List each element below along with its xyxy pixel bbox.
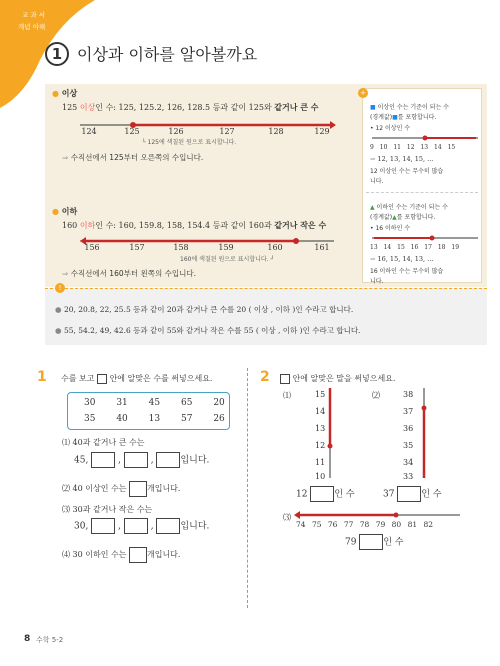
answer-line-3: 79 인 수: [345, 534, 404, 550]
plus-icon: +: [358, 88, 368, 98]
isang-note: ⇒ 수직선에서 125부터 오른쪽의 수입니다.: [62, 153, 204, 162]
header-tag-1: 교 과 서: [22, 11, 45, 19]
answer-box[interactable]: [397, 486, 421, 502]
isang-heading: ● 이상: [52, 89, 78, 98]
subject-label: 수학 5-2: [36, 636, 64, 644]
tip-2: ● 55, 54.2, 49, 42.6 등과 같이 55와 같거나 작은 수를 55 ( 이상 , 이하 )인 수라고 합니다.: [55, 326, 361, 335]
answer-box[interactable]: [156, 518, 180, 534]
answer-box[interactable]: [156, 452, 180, 468]
label-2: ⑵: [372, 391, 380, 400]
iha-note: ⇒ 수직선에서 160부터 왼쪽의 수입니다.: [62, 269, 196, 278]
answer-box[interactable]: [91, 452, 115, 468]
iha-def: 160 이하인 수: 160, 159.8, 158, 154.4 등과 같이 160과 같거나 작은 수: [62, 220, 327, 230]
lesson-number: 1: [45, 42, 69, 66]
page-number: 8: [24, 634, 31, 644]
number-table: 30 31 45 65 20 35 40 13 57 26: [67, 392, 230, 430]
answer-line-1: 12 인 수: [296, 486, 355, 502]
answer-box[interactable]: [129, 547, 147, 563]
answer-box[interactable]: [310, 486, 334, 502]
answer-box[interactable]: [124, 518, 148, 534]
label-1: ⑴: [283, 391, 291, 400]
answer-line-2: 37 인 수: [383, 486, 442, 502]
horizontal-ticks-3: 74 75 76 77 78 79 80 81 82: [296, 520, 434, 529]
answer-box[interactable]: [359, 534, 383, 550]
iha-callout: 160에 색칠된 원으로 표시합니다. ┘: [180, 256, 275, 263]
q1-answer: 45, , , 입니다.: [74, 452, 209, 468]
column-divider: [247, 368, 248, 608]
answer-box[interactable]: [91, 518, 115, 534]
iha-heading: ● 이하: [52, 207, 78, 216]
isang-number-line: [78, 116, 338, 138]
problem-2-instruction: 안에 알맞은 말을 써넣으세요.: [280, 373, 395, 384]
iha-number-line: [78, 232, 338, 254]
q4: ⑷ 30 이하인 수는 개입니다.: [62, 547, 180, 563]
answer-box[interactable]: [124, 452, 148, 468]
problem-1-instruction: 수를 보고 안에 알맞은 수를 써넣으세요.: [61, 374, 213, 383]
info-icon: !: [55, 283, 65, 293]
vertical-line-2: [412, 386, 442, 482]
tips-box: [45, 288, 487, 345]
q3-answer: 30, , , 입니다.: [74, 518, 209, 534]
isang-def: 125 이상인 수: 125, 125.2, 126, 128.5 등과 같이 125와 같거나 큰 수: [62, 102, 319, 112]
problem-2-number: 2: [260, 369, 270, 385]
q3-text: ⑶ 30과 같거나 작은 수는: [62, 505, 153, 514]
answer-box[interactable]: [129, 481, 147, 497]
vertical-line-1: [318, 386, 348, 482]
tip-1: ● 20, 20.8, 22, 25.5 등과 같이 20과 같거나 큰 수를 20 ( 이상 , 이하 )인 수라고 합니다.: [55, 305, 354, 314]
q2: ⑵ 40 이상인 수는 개입니다.: [62, 481, 180, 497]
label-3: ⑶: [283, 513, 291, 522]
page-title: 이상과 이하를 알아볼까요: [77, 45, 258, 64]
problem-1-number: 1: [37, 369, 47, 385]
isang-callout: └ 125에 색칠된 원으로 표시합니다.: [142, 139, 237, 146]
q1-text: ⑴ 40과 같거나 큰 수는: [62, 438, 145, 447]
header-tag-2: 개념 이해: [18, 23, 46, 31]
